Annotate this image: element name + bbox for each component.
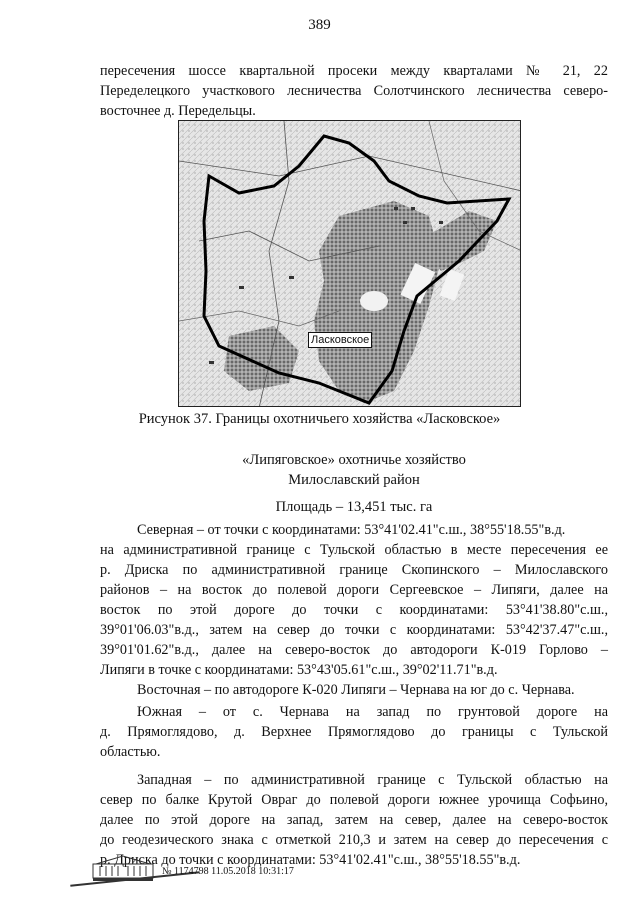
north-line-2: на административной границе с Тульской областью в месте пересечения ее [100,542,608,558]
intro-line-2: Переделецкого участкового лесничества Солотчинского лесничества северо- [100,83,608,99]
document-stamp [92,854,392,894]
west-line-2: север по балке Крутой Овраг до полевой дороги южнее урочища Софьино, [100,792,608,808]
section-district: Милославский район [288,472,420,488]
north-line-1: Северная – от точки с координатами: 53°41'02.41"с.ш., 38°55'18.55"в.д. [137,522,566,538]
page-number: 389 [308,17,331,33]
intro-line-1: пересечения шоссе квартальной просеки между кварталами № 21, 22 [100,63,608,79]
section-title: «Липяговское» охотничье хозяйство [242,452,466,468]
north-line-3: р. Дриска по административной границе Скопинского – Милославского [100,562,608,578]
document-number: № 1174798 [162,866,209,877]
north-line-8: Липяги в точке с координатами: 53°43'05.61"с.ш., 39°02'11.71"в.д. [100,662,498,678]
west-line-3: далее по этой дороге на запад, затем на север, далее на северо-восток [100,812,608,828]
document-timestamp: 11.05.2018 10:31:17 [211,866,294,877]
government-building-icon [92,854,154,882]
south-line-1: Южная – от с. Чернава на запад по грунтовой дороге на [137,704,608,720]
figure-caption: Рисунок 37. Границы охотничьего хозяйства «Ласковское» [138,411,501,427]
west-line-5: р. Дриска до точки с координатами: 53°41'02.41"с.ш., 38°55'18.55"в.д. [100,852,521,868]
section-area: Площадь – 13,451 тыс. га [275,499,433,515]
map-label: Ласковское [308,332,372,348]
intro-line-3: восточнее д. Передельцы. [100,103,256,119]
north-line-4: районов – на восток до полевой дороги Сергеевское – Липяги, далее на [100,582,608,598]
east-line-1: Восточная – по автодороге К-020 Липяги – Чернава на юг до с. Чернава. [137,682,575,698]
west-line-4: до геодезического знака с отметкой 210,3 и затем на север до пересечения с [100,832,608,848]
west-line-1: Западная – по административной границе с Тульской областью на [137,772,608,788]
north-line-5: восток по этой дороге до точки с координатами: 53°41'38.80"с.ш., [100,602,608,618]
map-graphic [179,121,521,407]
boundary-map [178,120,521,407]
south-line-3: областью. [100,744,161,760]
south-line-2: д. Прямоглядово, д. Верхнее Прямоглядово до границы с Тульской [100,724,608,740]
north-line-7: 39°01'01.62"в.д., далее на северо-восток до автодороги К-019 Горлово – [100,642,608,658]
north-line-6: 39°01'06.03"в.д., затем на север до точки с координатами: 53°42'37.47"с.ш., [100,622,608,638]
